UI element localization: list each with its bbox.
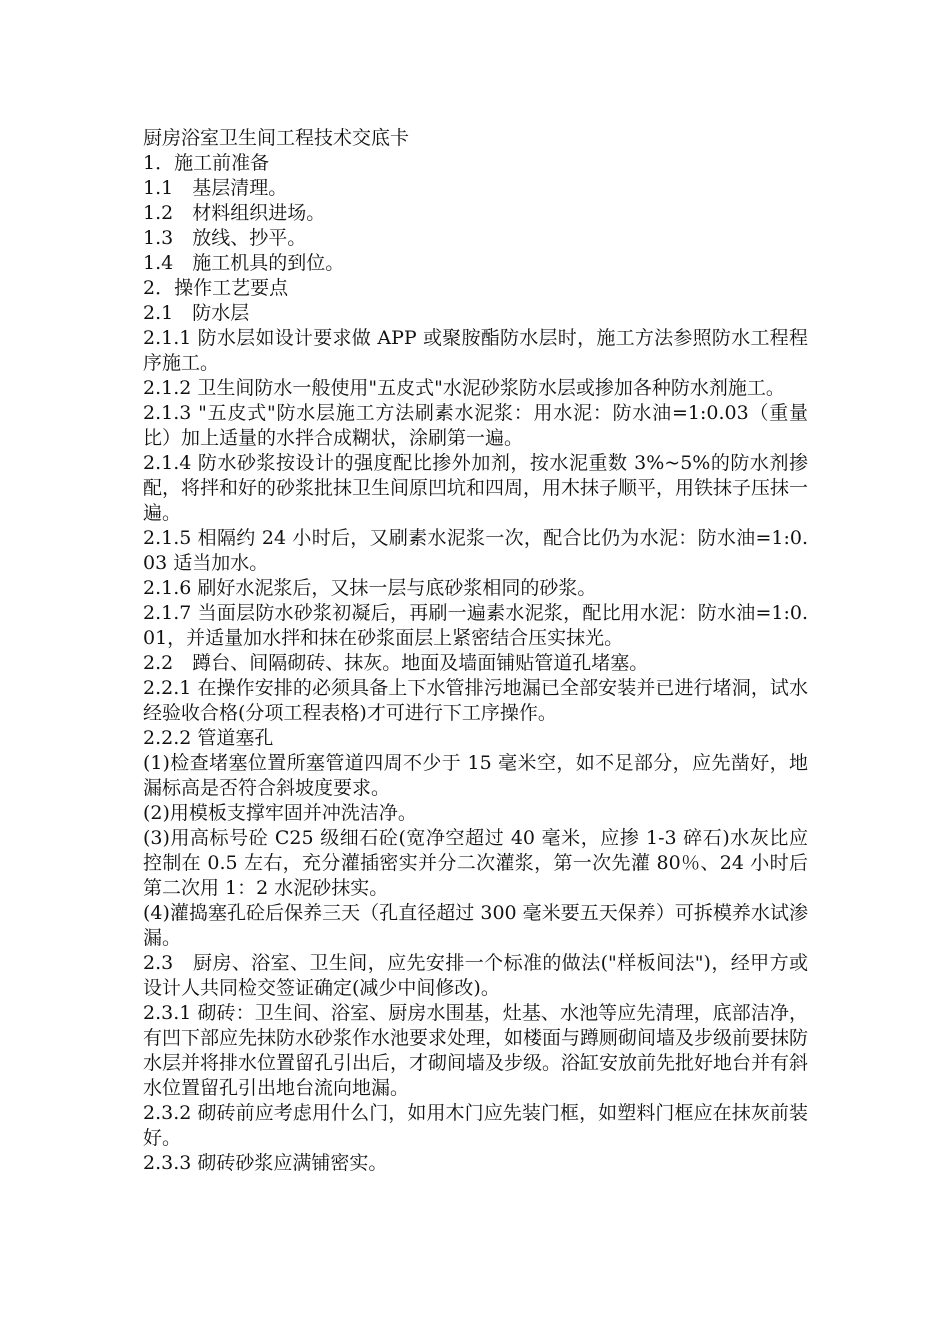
step-3: (3)用高标号砼 C25 级细石砼(宽净空超过 40 毫米，应掺 1-3 碎石)水灰比应控制在 0.5 左右，充分灌插密实并分二次灌浆，第一次先灌 80％、24 小时后第二次用 1：2 水泥砂抹实。 bbox=[143, 827, 808, 899]
heading-1: 1．施工前准备 bbox=[143, 152, 270, 174]
item-2-1-7: 2.1.7 当面层防水砂浆初凝后，再刷一遍素水泥浆，配比用水泥：防水油=1:0.01，并适量加水拌和抹在砂浆面层上紧密结合压实抹光。 bbox=[143, 602, 808, 649]
item-2-1-4: 2.1.4 防水砂浆按设计的强度配比掺外加剂，按水泥重数 3%~5%的防水剂掺配，将拌和好的砂浆批抹卫生间原凹坑和四周，用木抹子顺平，用铁抹子压抹一遍。 bbox=[143, 452, 809, 524]
item-2-3-2: 2.3.2 砌砖前应考虑用什么门，如用木门应先装门框，如塑料门框应在抹灰前装好。 bbox=[143, 1102, 808, 1149]
step-1: (1)检查堵塞位置所塞管道四周不少于 15 毫米空，如不足部分，应先凿好，地漏标高是否符合斜坡度要求。 bbox=[143, 752, 808, 799]
item-1-2: 1.2 材料组织进场。 bbox=[143, 202, 326, 224]
item-2-1-6: 2.1.6 刷好水泥浆后，又抹一层与底砂浆相同的砂浆。 bbox=[143, 577, 597, 599]
item-1-3: 1.3 放线、抄平。 bbox=[143, 227, 307, 249]
item-2-1-2: 2.1.2 卫生间防水一般使用"五皮式"水泥砂浆防水层或掺加各种防水剂施工。 bbox=[143, 377, 785, 399]
item-2-1-1: 2.1.1 防水层如设计要求做 APP 或聚胺酯防水层时，施工方法参照防水工程程序施工。 bbox=[143, 327, 808, 374]
item-2-2: 2.2 蹲台、间隔砌砖、抹灰。地面及墙面铺贴管道孔堵塞。 bbox=[143, 652, 649, 674]
item-2-3: 2.3 厨房、浴室、卫生间，应先安排一个标准的做法("样板间法")，经甲方或设计人共同检交签证确定(减少中间修改)。 bbox=[143, 952, 808, 999]
step-4: (4)灌捣塞孔砼后保养三天（孔直径超过 300 毫米要五天保养）可拆模养水试渗漏。 bbox=[143, 902, 808, 949]
item-2-3-3: 2.3.3 砌砖砂浆应满铺密实。 bbox=[143, 1152, 388, 1174]
item-2-1-5: 2.1.5 相隔约 24 小时后，又刷素水泥浆一次，配合比仍为水泥：防水油=1:0.03 适当加水。 bbox=[143, 527, 808, 574]
item-2-1-3: 2.1.3 "五皮式"防水层施工方法刷素水泥浆：用水泥：防水油=1:0.03（重量比）加上适量的水拌合成糊状，涂刷第一遍。 bbox=[143, 402, 808, 449]
item-1-1: 1.1 基层清理。 bbox=[143, 177, 288, 199]
item-2-2-2: 2.2.2 管道塞孔 bbox=[143, 727, 274, 749]
item-2-3-1: 2.3.1 砌砖：卫生间、浴室、厨房水围基，灶基、水池等应先清理，底部洁净，有凹下部应先抹防水砂浆作水池要求处理，如楼面与蹲厕砌间墙及步级前要抹防水层并将排水位置留孔引出后，才砌间墙及步级。浴缸安放前先批好地台并有斜水位置留孔引出地台流向地漏。 bbox=[143, 1002, 809, 1099]
heading-2: 2．操作工艺要点 bbox=[143, 277, 289, 299]
item-1-4: 1.4 施工机具的到位。 bbox=[143, 252, 345, 274]
item-2-2-1: 2.2.1 在操作安排的必须具备上下水管排污地漏已全部安装并已进行堵洞，试水经验收合格(分项工程表格)才可进行下工序操作。 bbox=[143, 677, 808, 724]
item-2-1: 2.1 防水层 bbox=[143, 302, 250, 324]
step-2: (2)用模板支撑牢固并冲洗洁净。 bbox=[143, 802, 417, 824]
document-body bbox=[143, 126, 808, 1176]
document-title: 厨房浴室卫生间工程技术交底卡 bbox=[143, 127, 410, 149]
